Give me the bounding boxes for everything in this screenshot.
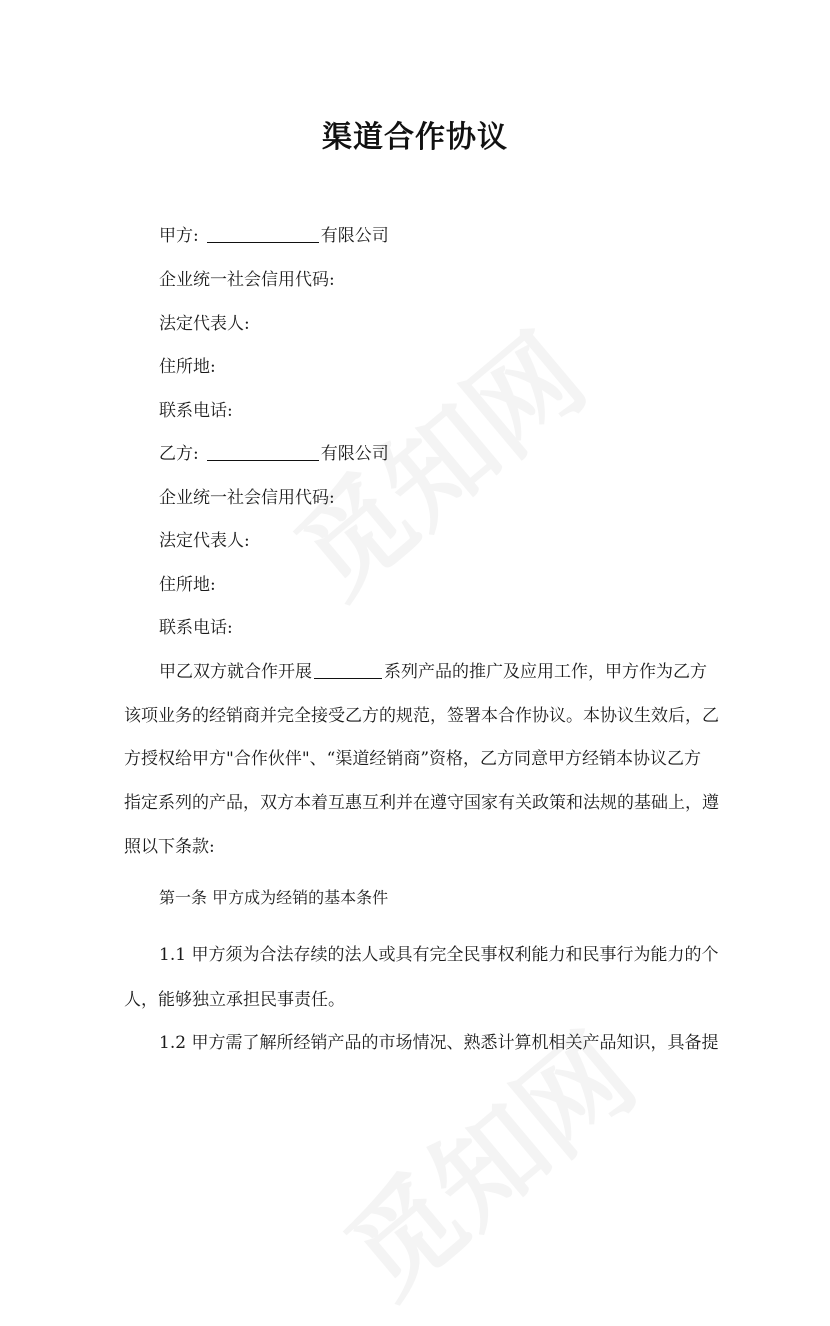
party-a-legal-rep: 法定代表人: [159, 314, 250, 334]
party-b-address: 住所地: [159, 575, 216, 595]
intro-line-4: 指定系列的产品，双方本着互惠互利并在遵守国家有关政策和法规的基础上，遵 [124, 793, 719, 813]
intro-line-2: 该项业务的经销商并完全接受乙方的规范，签署本合作协议。本协议生效后，乙 [124, 706, 719, 726]
party-b-legal-rep: 法定代表人: [159, 531, 250, 551]
party-b-name-blank [207, 446, 319, 461]
intro-line-5: 照以下条款: [124, 837, 215, 857]
party-a-suffix: 有限公司 [320, 226, 389, 246]
intro-line-1-start: 甲乙双方就合作开展 [159, 662, 312, 682]
party-b-line [159, 439, 389, 464]
party-a-phone: 联系电话: [159, 401, 233, 421]
party-a-address: 住所地: [159, 357, 216, 377]
party-b-phone: 联系电话: [159, 618, 233, 638]
intro-line-1 [159, 657, 707, 682]
party-a-line [159, 221, 389, 246]
party-a-label: 甲方: [159, 226, 199, 246]
party-a-name-blank [207, 228, 319, 243]
intro-line-1-end: 系列产品的推广及应用工作，甲方作为乙方 [384, 662, 707, 682]
clause-1-1-line-2: 人，能够独立承担民事责任。 [124, 990, 345, 1010]
article-1-heading: 第一条 甲方成为经销的基本条件 [159, 888, 389, 907]
party-b-label: 乙方: [159, 444, 199, 464]
intro-line-3: 方授权给甲方"合作伙伴"、“渠道经销商”资格，乙方同意甲方经销本协议乙方 [124, 749, 702, 769]
party-b-credit-code: 企业统一社会信用代码: [159, 488, 335, 508]
series-name-blank [314, 664, 382, 679]
party-a-credit-code: 企业统一社会信用代码: [159, 270, 335, 290]
clause-1-1-line-1: 1.1 甲方须为合法存续的法人或具有完全民事权利能力和民事行为能力的个 [159, 945, 719, 965]
clause-1-2-line-1: 1.2 甲方需了解所经销产品的市场情况、熟悉计算机相关产品知识，具备提 [159, 1033, 719, 1053]
document-title: 渠道合作协议 [322, 120, 508, 155]
party-b-suffix: 有限公司 [320, 444, 389, 464]
